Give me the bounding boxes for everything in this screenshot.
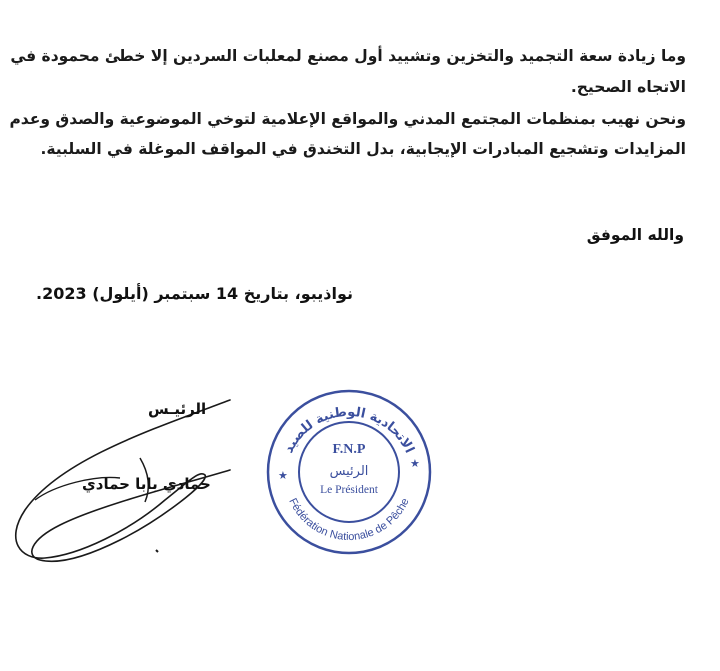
paragraph-1-line-1: وما زيادة سعة التجميد والتخزين وتشييد أول مصنع لمعلبات السردين إلا خطئ محمودة في <box>10 47 686 65</box>
stamp-star-icon-right: ★ <box>410 457 420 470</box>
signature-title: الرئيـس <box>148 400 207 418</box>
paragraph-2-line-1: ونحن نهيب بمنظمات المجتمع المدني والمواقع الإعلامية لتوخي الموضوعية والصدق وعدم <box>9 110 686 128</box>
paragraph-1-line-2: الاتجاه الصحيح. <box>570 78 686 96</box>
stamp-star-icon-left: ★ <box>278 469 288 482</box>
paragraph-1 <box>10 41 686 103</box>
stamp-french-arc: Fédération Nationale de Pêche <box>286 496 412 544</box>
official-stamp <box>264 387 434 557</box>
paragraph-2 <box>9 104 686 164</box>
paragraph-2-line-2: المزايدات وتشجيع المبادرات الإيجابية، بدل التخندق في المواقف الموغلة في السلبية. <box>40 140 686 158</box>
stamp-role-arabic: الرئيس <box>329 464 369 479</box>
signatory-name: حمادي بابا حمادي <box>82 475 211 493</box>
closing-phrase: والله الموفق <box>586 226 684 244</box>
stamp-arabic-arc: الاتحادية الوطنية للصيد <box>281 404 417 456</box>
stamp-abbreviation: F.N.P <box>332 442 366 457</box>
date-line: نواذيبو، بتاريخ 14 سبتمبر (أيلول) 2023. <box>36 284 353 303</box>
stamp-role-french: Le Président <box>320 484 378 496</box>
